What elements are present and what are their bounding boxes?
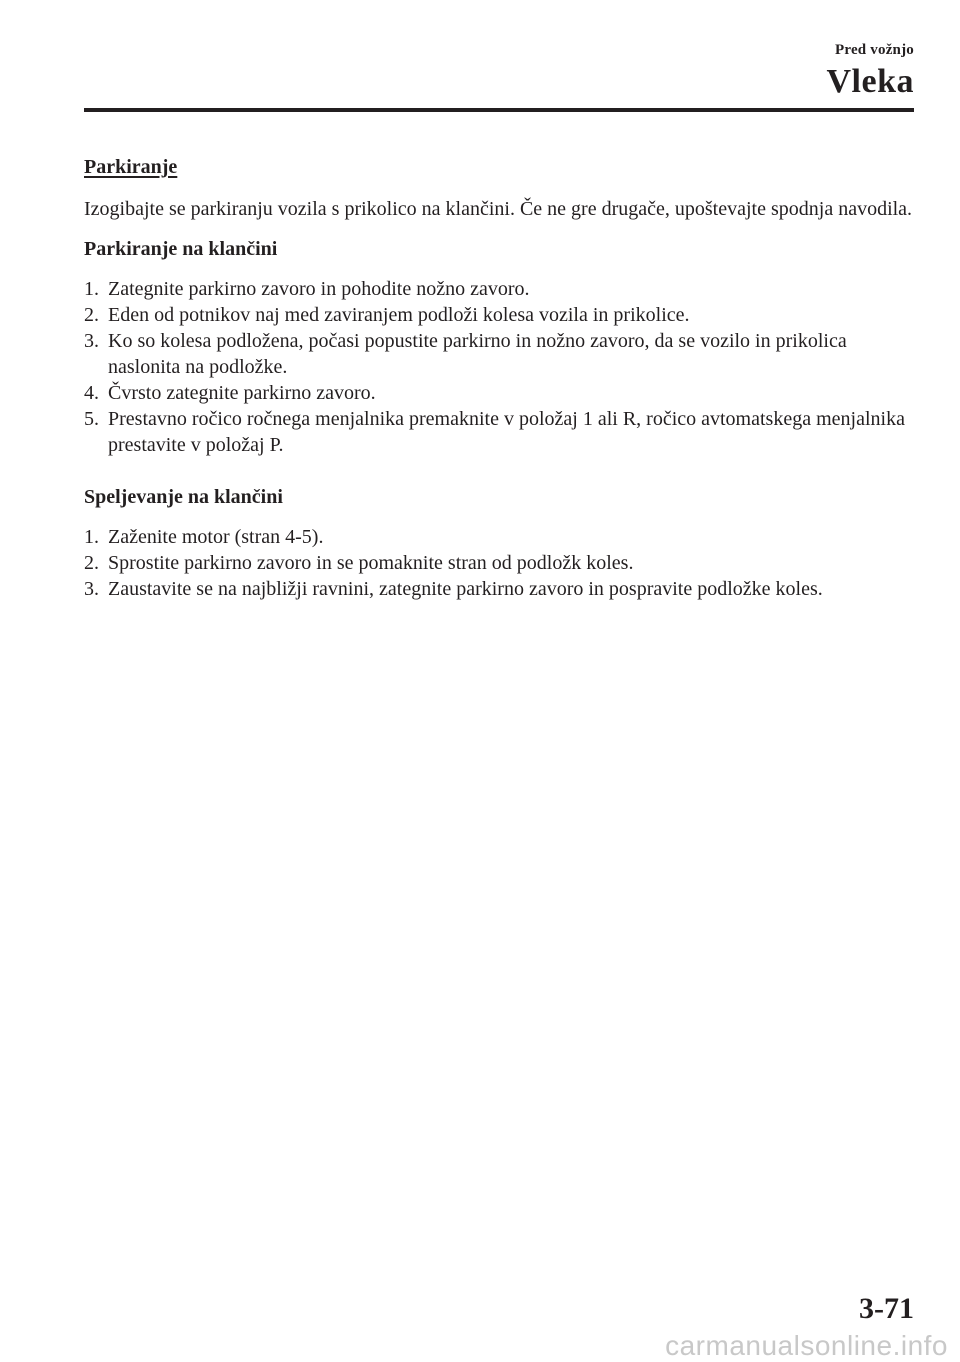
step-number: 2. [84, 304, 99, 326]
list-item [84, 550, 914, 576]
section-spacer [84, 458, 914, 484]
header-divider [84, 108, 914, 112]
page-number: 3-71 [859, 1292, 914, 1325]
step-number: 3. [84, 578, 99, 600]
list-item [84, 302, 914, 328]
list-item [84, 406, 914, 458]
list-item [84, 328, 914, 380]
step-text: Ko so kolesa podložena, počasi popustite parkirno in nožno zavoro, da se vozilo in prikolica naslonita na podložke. [108, 330, 847, 378]
section-title: Parkiranje [84, 156, 178, 178]
section-heading: Vleka [826, 63, 914, 100]
step-text: Zaženite motor (stran 4-5). [108, 526, 324, 548]
list-item [84, 524, 914, 550]
step-number: 5. [84, 408, 99, 430]
step-text: Prestavno ročico ročnega menjalnika premaknite v položaj 1 ali R, ročico avtomatskega menjalnika prestavite v položaj P. [108, 408, 905, 456]
step-number: 4. [84, 382, 99, 404]
step-number: 1. [84, 526, 99, 548]
step-number: 1. [84, 278, 99, 300]
step-number: 3. [84, 330, 99, 352]
step-text: Zaustavite se na najbližji ravnini, zategnite parkirno zavoro in pospravite podložke koles. [108, 578, 823, 600]
list-item [84, 576, 914, 602]
step-text: Zategnite parkirno zavoro in pohodite nožno zavoro. [108, 278, 530, 300]
intro-paragraph: Izogibajte se parkiranju vozila s prikolico na klančini. Če ne gre drugače, upoštevajte spodnja navodila. [84, 198, 913, 220]
parking-heading: Parkiranje na klančini [84, 238, 278, 260]
departure-heading: Speljevanje na klančini [84, 486, 283, 508]
step-text: Čvrsto zategnite parkirno zavoro. [108, 382, 376, 404]
page-content [84, 154, 914, 602]
chapter-label: Pred vožnjo [835, 42, 914, 58]
list-item [84, 276, 914, 302]
step-text: Sprostite parkirno zavoro in se pomaknite stran od podložk koles. [108, 552, 634, 574]
list-item [84, 380, 914, 406]
departure-steps-list [84, 524, 914, 602]
step-number: 2. [84, 552, 99, 574]
watermark: carmanualsonline.info [665, 1330, 948, 1361]
parking-steps-list [84, 276, 914, 458]
step-text: Eden od potnikov naj med zaviranjem podloži kolesa vozila in prikolice. [108, 304, 690, 326]
